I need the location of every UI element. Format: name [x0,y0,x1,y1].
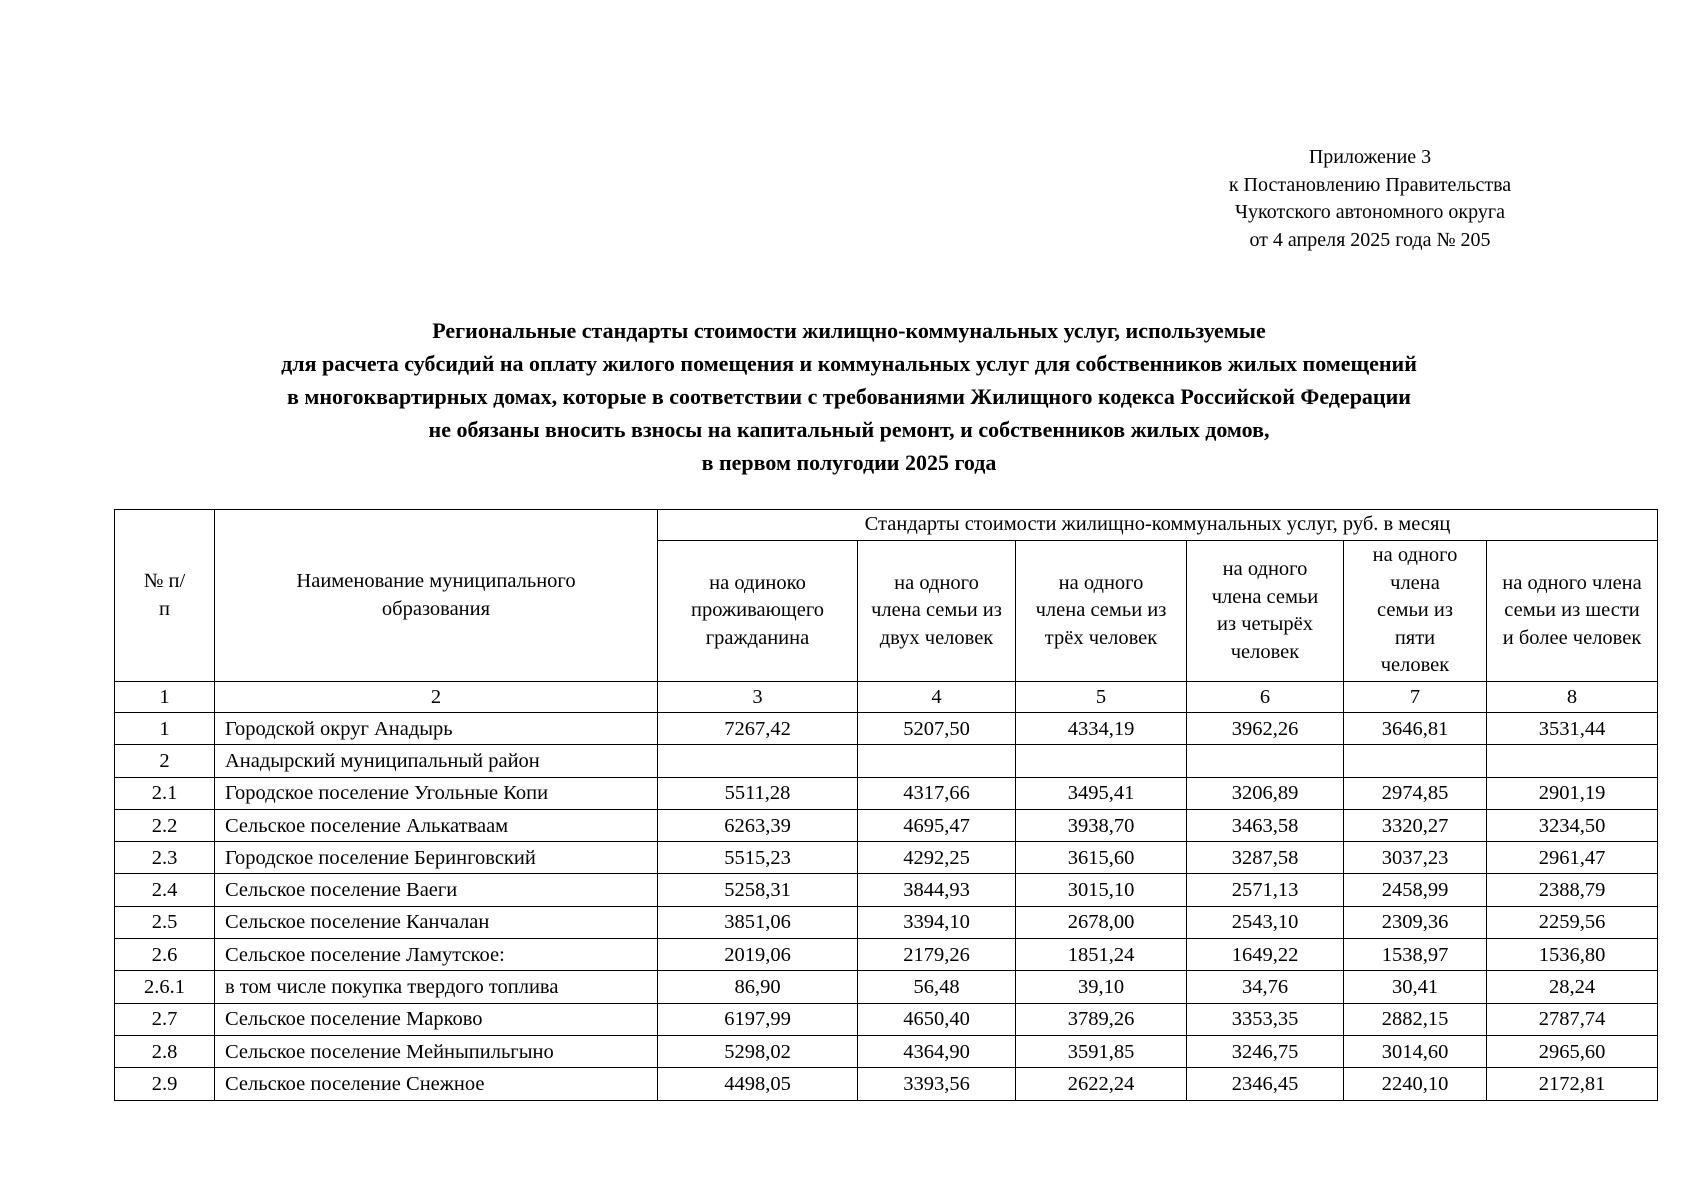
column-number: 5 [1016,682,1187,713]
cost-value: 6263,39 [658,809,858,841]
table-row [115,777,1658,809]
cost-value: 3234,50 [1487,809,1658,841]
municipality-name: в том числе покупка твердого топлива [215,971,658,1003]
cost-value: 2974,85 [1344,777,1487,809]
cost-value: 3938,70 [1016,809,1187,841]
cost-value: 4498,05 [658,1068,858,1100]
cost-value: 3246,75 [1187,1035,1344,1067]
cost-value: 3789,26 [1016,1003,1187,1035]
municipality-name: Сельское поселение Алькатваам [215,809,658,841]
standards-table [114,509,1658,1101]
cost-value: 5511,28 [658,777,858,809]
column-number: 8 [1487,682,1658,713]
cost-value: 3037,23 [1344,842,1487,874]
cost-value: 2019,06 [658,939,858,971]
column-number: 6 [1187,682,1344,713]
cost-value: 86,90 [658,971,858,1003]
cost-value: 2259,56 [1487,906,1658,938]
cost-value [858,745,1016,777]
cost-value: 2388,79 [1487,874,1658,906]
document-title [0,314,1698,479]
cost-value: 2346,45 [1187,1068,1344,1100]
header-group: Стандарты стоимости жилищно-коммунальных услуг, руб. в месяц [658,510,1658,541]
cost-value: 3206,89 [1187,777,1344,809]
table-row [115,874,1658,906]
cost-value: 2172,81 [1487,1068,1658,1100]
row-number: 2.7 [115,1003,215,1035]
table-row [115,906,1658,938]
row-number: 2.3 [115,842,215,874]
column-number: 4 [858,682,1016,713]
cost-value: 2787,74 [1487,1003,1658,1035]
column-number: 2 [215,682,658,713]
cost-value: 3014,60 [1344,1035,1487,1067]
cost-value: 3962,26 [1187,713,1344,745]
table-row [115,971,1658,1003]
row-number: 2.6.1 [115,971,215,1003]
title-line: не обязаны вносить взносы на капитальный ремонт, и собственников жилых домов, [428,417,1270,442]
cost-value: 4292,25 [858,842,1016,874]
row-number: 2.8 [115,1035,215,1067]
cost-value: 5298,02 [658,1035,858,1067]
title-line: в первом полугодии 2025 года [701,450,997,475]
cost-value: 39,10 [1016,971,1187,1003]
cost-value: 28,24 [1487,971,1658,1003]
cost-value: 5515,23 [658,842,858,874]
cost-value: 4364,90 [858,1035,1016,1067]
appendix-note [1170,144,1570,254]
row-number: 2.4 [115,874,215,906]
table-row [115,713,1658,745]
row-number: 2.2 [115,809,215,841]
cost-value: 2622,24 [1016,1068,1187,1100]
municipality-name: Городское поселение Беринговский [215,842,658,874]
cost-value: 2179,26 [858,939,1016,971]
cost-value: 3463,58 [1187,809,1344,841]
table-row [115,939,1658,971]
cost-value: 2240,10 [1344,1068,1487,1100]
row-number: 2.1 [115,777,215,809]
header-col-7: на одного члена семьи из пяти человек [1344,541,1487,682]
column-number: 1 [115,682,215,713]
municipality-name: Сельское поселение Марково [215,1003,658,1035]
header-col-8: на одного члена семьи из шести и более человек [1487,541,1658,682]
header-name: Наименование муниципального образования [215,510,658,682]
cost-value: 2965,60 [1487,1035,1658,1067]
cost-value: 4317,66 [858,777,1016,809]
cost-value: 3495,41 [1016,777,1187,809]
cost-value: 2901,19 [1487,777,1658,809]
column-number: 7 [1344,682,1487,713]
cost-value: 3531,44 [1487,713,1658,745]
cost-value [1487,745,1658,777]
header-col-5: на одного члена семьи из трёх человек [1016,541,1187,682]
municipality-name: Городской округ Анадырь [215,713,658,745]
cost-value: 3646,81 [1344,713,1487,745]
row-number: 2 [115,745,215,777]
appendix-line: Чукотского автономного округа [1235,201,1505,224]
title-line: для расчета субсидий на оплату жилого помещения и коммунальных услуг для собственников жилых помещений [281,351,1417,376]
table-row [115,809,1658,841]
header-number: № п/п [115,510,215,682]
cost-value: 1649,22 [1187,939,1344,971]
municipality-name: Сельское поселение Мейныпильгыно [215,1035,658,1067]
cost-value: 3851,06 [658,906,858,938]
cost-value: 2678,00 [1016,906,1187,938]
title-line: Региональные стандарты стоимости жилищно-коммунальных услуг, используемые [432,318,1266,343]
table-row [115,745,1658,777]
row-number: 2.6 [115,939,215,971]
cost-value [1016,745,1187,777]
column-numbers-row [115,682,1658,713]
cost-value: 5258,31 [658,874,858,906]
cost-value: 4650,40 [858,1003,1016,1035]
cost-value [1344,745,1487,777]
cost-value: 3015,10 [1016,874,1187,906]
municipality-name: Сельское поселение Снежное [215,1068,658,1100]
municipality-name: Городское поселение Угольные Копи [215,777,658,809]
cost-value: 1851,24 [1016,939,1187,971]
cost-value: 2309,36 [1344,906,1487,938]
cost-value: 34,76 [1187,971,1344,1003]
cost-value: 6197,99 [658,1003,858,1035]
cost-value: 2961,47 [1487,842,1658,874]
municipality-name: Сельское поселение Канчалан [215,906,658,938]
row-number: 2.9 [115,1068,215,1100]
table-row [115,842,1658,874]
cost-value: 2882,15 [1344,1003,1487,1035]
cost-value: 3615,60 [1016,842,1187,874]
cost-value: 3844,93 [858,874,1016,906]
appendix-line: от 4 апреля 2025 года № 205 [1249,228,1491,251]
cost-value: 3287,58 [1187,842,1344,874]
table-row [115,1003,1658,1035]
title-line: в многоквартирных домах, которые в соответствии с требованиями Жилищного кодекса Российской Федерации [287,384,1411,409]
cost-value: 4695,47 [858,809,1016,841]
cost-value [1187,745,1344,777]
header-col-6: на одного члена семьи из четырёх человек [1187,541,1344,682]
cost-value: 2458,99 [1344,874,1487,906]
cost-value: 1538,97 [1344,939,1487,971]
cost-value: 2543,10 [1187,906,1344,938]
header-col-4: на одного члена семьи из двух человек [858,541,1016,682]
cost-value: 3353,35 [1187,1003,1344,1035]
cost-value: 5207,50 [858,713,1016,745]
municipality-name: Сельское поселение Ваеги [215,874,658,906]
cost-value: 56,48 [858,971,1016,1003]
cost-value: 4334,19 [1016,713,1187,745]
cost-value: 3393,56 [858,1068,1016,1100]
cost-value [658,745,858,777]
appendix-line: Приложение 3 [1308,146,1432,168]
appendix-line: к Постановлению Правительства [1228,173,1512,196]
cost-value: 3591,85 [1016,1035,1187,1067]
table-row [115,1035,1658,1067]
cost-value: 30,41 [1344,971,1487,1003]
cost-value: 1536,80 [1487,939,1658,971]
cost-value: 3320,27 [1344,809,1487,841]
cost-value: 3394,10 [858,906,1016,938]
header-col-3: на одиноко проживающего гражданина [658,541,858,682]
municipality-name: Анадырский муниципальный район [215,745,658,777]
municipality-name: Сельское поселение Ламутское: [215,939,658,971]
row-number: 2.5 [115,906,215,938]
cost-value: 2571,13 [1187,874,1344,906]
table-row [115,1068,1658,1100]
cost-value: 7267,42 [658,713,858,745]
column-number: 3 [658,682,858,713]
row-number: 1 [115,713,215,745]
